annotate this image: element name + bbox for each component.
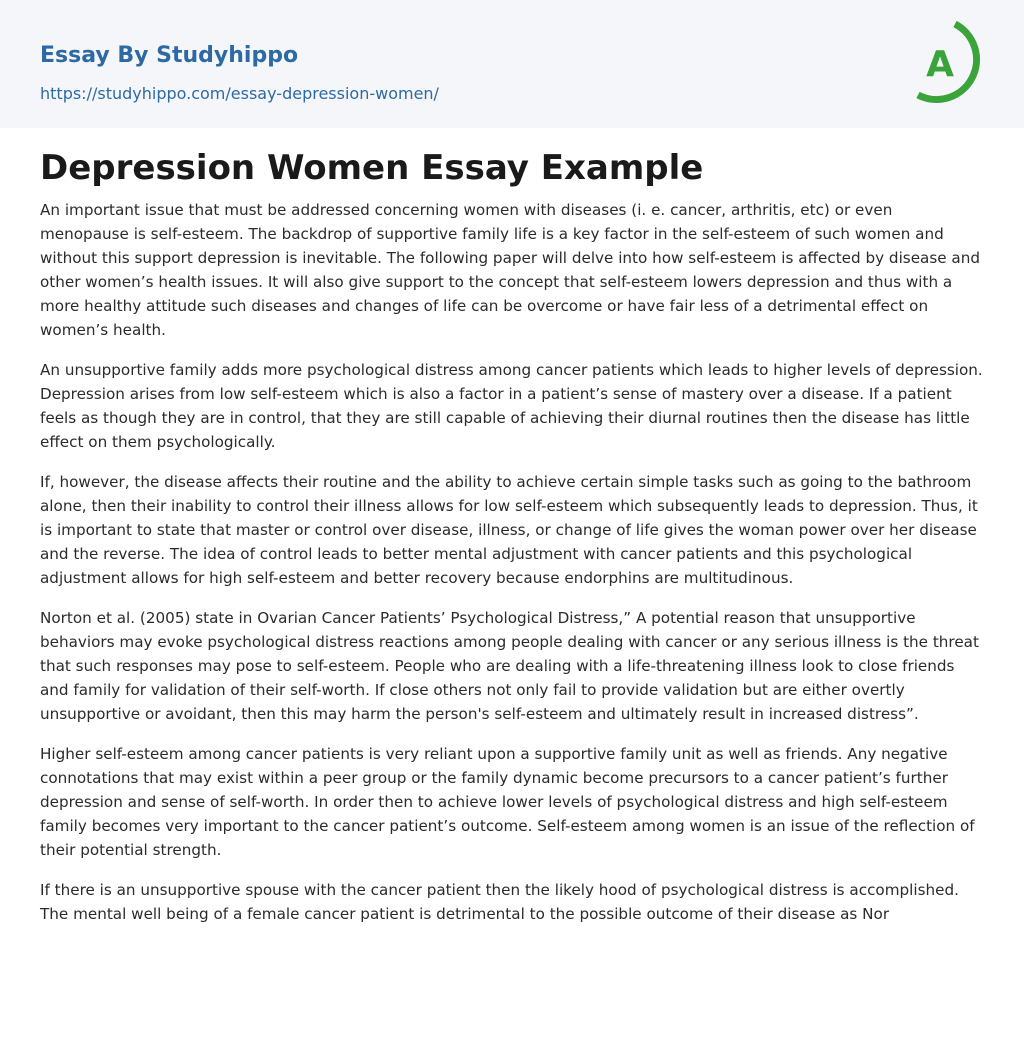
logo-letter: A (926, 44, 954, 85)
article (40, 146, 984, 942)
paragraph: If there is an unsupportive spouse with the cancer patient then the likely hood of psychological distress is accomplished. The mental well being of a female cancer patient is detrimental to the possible outcome of their disease as Nor (40, 881, 959, 923)
page-title: Depression Women Essay Example (40, 148, 704, 188)
paragraph: An important issue that must be addressed concerning women with diseases (i. e. cancer, arthritis, etc) or even menopause is self-esteem. The backdrop of supportive family life is a key factor in the self-esteem of such women and without this support depression is inevitable. The following paper will delve into how self-esteem is affected by disease and other women’s health issues. It will also give support to the concept that self-esteem lowers depression and thus with a more healthy attitude such diseases and changes of life can be overcome or have fair less of a detrimental effect on women’s health. (40, 201, 981, 339)
paragraph: Higher self-esteem among cancer patients is very reliant upon a supportive family unit as well as friends. Any negative connotations that may exist within a peer group or the family dynamic become precursors to a cancer patient’s further depression and sense of self-worth. In order then to achieve lower levels of psychological distress and high self-esteem family becomes very important to the cancer patient’s outcome. Self-esteem among women is an issue of the reflection of their potential strength. (40, 745, 975, 859)
studyhippo-logo-icon[interactable] (910, 18, 988, 106)
site-header (0, 0, 1024, 128)
brand-title: Essay By Studyhippo (40, 43, 299, 68)
paragraph: If, however, the disease affects their routine and the ability to achieve certain simple tasks such as going to the bathroom alone, then their inability to control their illness allows for low self-esteem which subsequently leads to depression. Thus, it is important to state that master or control over disease, illness, or change of life gives the woman power over her disease and the reverse. The idea of control leads to better mental adjustment with cancer patients and this psychological adjustment allows for high self-esteem and better recovery because endorphins are multitudinous. (40, 473, 978, 587)
source-url-link[interactable]: https://studyhippo.com/essay-depression-women/ (40, 84, 439, 103)
paragraph: Norton et al. (2005) state in Ovarian Cancer Patients’ Psychological Distress,” A potential reason that unsupportive behaviors may evoke psychological distress reactions among people dealing with cancer or any serious illness is the threat that such responses may pose to self-esteem. People who are dealing with a life-threatening illness look to close friends and family for validation of their self-worth. If close others not only fail to provide validation but are either overtly unsupportive or avoidant, then this may harm the person's self-esteem and ultimately result in increased distress”. (40, 609, 979, 723)
paragraph: An unsupportive family adds more psychological distress among cancer patients which leads to higher levels of depression. Depression arises from low self-esteem which is also a factor in a patient’s sense of mastery over a disease. If a patient feels as though they are in control, that they are still capable of achieving their diurnal routines then the disease has little effect on them psychologically. (40, 361, 983, 451)
